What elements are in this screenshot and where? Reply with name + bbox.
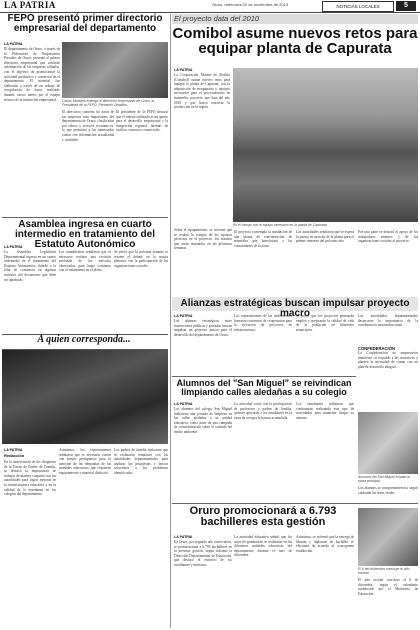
oruro-tag: LA PATRIA (174, 535, 193, 539)
fepo-column-2: El directorio contiene los datos de las empresas más importantes del departamento de Oruro, clasificadas por rubros y sectores económicos, lo que permitirá a los interesados contar con información actualizada y confiable. (62, 110, 114, 142)
page-number: 5 (396, 1, 416, 11)
san-miguel-photo (358, 412, 418, 474)
oruro-headline: Oruro promocionará a 6.793 bachilleres esta gestión (189, 505, 337, 529)
side-column-text-1: Las autoridades departamentales destacaron la importancia de la coordinación interinstitucional. (358, 314, 418, 328)
side-column-text-2: La Confederación de empresarios manifestó su respaldo a las iniciativas y planteó la necesidad de contar con un plan de desarrollo integral. (358, 351, 418, 369)
comibol-kicker: El proyecto data del 2010 (174, 14, 260, 23)
side-column-heading: CONFEDERACIÓN (358, 346, 395, 351)
san-miguel-column-2: La actividad contó con la participación de profesores y padres de familia, quienes apoyaron a los estudiantes en la tarea de recoger la basura acumulada. (234, 402, 292, 420)
san-miguel-tag: LA PATRIA (174, 402, 193, 406)
oruro-caption: El 6 del diciembre concluye el año escolar. (358, 567, 410, 576)
comibol-headline: Comibol asume nuevos retos para equipar planta de Capurata (172, 25, 418, 58)
column-divider (170, 14, 171, 628)
comibol-photo (233, 68, 418, 222)
fepo-caption: Carlos Montoya entrega el directorio empresarial de Oruro, al Presidente de la FEPO, Fernando Zeballos. (62, 99, 155, 108)
comibol-column-4: Las autoridades señalaron que se espera la puesta en marcha de la planta para el primer semestre del próximo año. (296, 230, 354, 244)
asamblea-headline: Asamblea ingresa en cuarto intermedio en tratamiento del Estatuto Autonómico (14, 219, 156, 251)
san-miguel-caption: Alumnos del San Miguel limpian la plaza principal. (358, 475, 410, 484)
dateline: Oruro, miércoles 20 de noviembre de 2013 (212, 2, 289, 7)
divider (2, 217, 168, 218)
divider (172, 376, 356, 377)
alianzas-column-3: Se prevé que los proyectos generarán empleo y mejorarán la calidad de vida de la población en diferentes municipios. (296, 314, 354, 332)
asamblea-tag: LA PATRIA (4, 245, 23, 249)
bottom-left-tag: LA PATRIA (4, 448, 23, 452)
bottom-left-column-2: Asimismo, los representantes señalaron que es necesario contar con mayor presupuesto para la atención de las demandas de las unidades educativas, que requieren equipamiento y material didáctico. (59, 448, 111, 475)
divider (172, 503, 418, 504)
comibol-column-2: Sobre el equipamiento, se informó que se realizó la compra de los equipos previstos en el proyecto, los mismos que serán instalados en las próximas semanas. (174, 228, 232, 251)
comibol-tag: LA PATRIA (174, 68, 193, 72)
bottom-left-column-3: Los padres de familia indicaron que se realizarán reuniones con las autoridades departamentales para analizar las propuestas y buscar soluciones a los problemas identificados. (114, 448, 168, 475)
comibol-column-1: La Corporación Minera de Bolivia (Comibol) asume nuevos retos para equipar la planta de Capurata, con la adquisición de maquinaria y equipos necesarios para el procesamiento de minerales, proyecto que data del año 2010 y que busca reactivar la producción en la región. (174, 73, 230, 110)
alianzas-column-1: Las alianzas estratégicas entre instituciones públicas y privadas buscan impulsar un proyecto macro para el desarrollo del departamento de Oruro. (174, 319, 232, 337)
oruro-column-3: Asimismo, se informó que la entrega de libretas y diplomas de bachiller se efectuará de acuerdo al cronograma establecido. (296, 535, 354, 553)
san-miguel-column-4: Los alumnos se comprometieron a seguir cuidando las áreas verdes. (358, 486, 418, 495)
ad-image (2, 350, 168, 444)
comibol-column-3: El proyecto contempla la instalación de una planta de concentración de minerales que beneficiará a las comunidades de la zona. (234, 230, 292, 248)
san-miguel-column-3: Los estudiantes señalaron que continuarán realizando este tipo de actividades para mantener limpio su entorno. (296, 402, 354, 420)
fepo-column-1: El departamento de Oruro, a través de la Federación de Empresarios Privados de Oruro, presentó el primer directorio empresarial que contiene información de las empresas afiliadas, con el objetivo de promocionar la actividad productiva y comercial en el departamento. El material fue elaborado a través de un trabajo de recopilación de datos realizado durante varios meses por el equipo técnico de la institución empresarial. (4, 47, 60, 102)
ad-text: A quien corresponda... (37, 334, 131, 345)
newspaper-brand: LA PATRIA (4, 0, 56, 10)
oruro-column-1: En Oruro, por segundo año consecutivo, se promocionará a 6.793 bachilleres en la presente gestión, según informó la Dirección Departamental de Educación, que destacó el esfuerzo de los estudiantes y maestros. (174, 540, 232, 567)
fepo-column-3: El presidente de la FEPO destacó que el trabajo realizado es un aporte para el desarrollo empresarial y la integración regional, además de facilitar contactos comerciales. (116, 110, 168, 133)
san-miguel-headline: Alumnos del "San Miguel" se reivindican limpiando calles aledañas a su colegio (176, 378, 352, 398)
fepo-tag: LA PATRIA (4, 42, 23, 46)
alianzas-headline: Alianzas estratégicas buscan impulsar proyecto macro (180, 298, 410, 320)
section-label: NOTICIAS LOCALES (322, 1, 394, 12)
fepo-headline: FEPO presentó primer directorio empresarial del departamento (7, 13, 163, 35)
san-miguel-column-1: Los alumnos del colegio San Miguel realizaron una jornada de limpieza en las calles aledañas a su unidad educativa, como parte de una campaña de concientización sobre el cuidado del medio ambiente. (174, 407, 232, 434)
asamblea-column-3: Se prevé que la próxima semana se retome el debate en la sesión plenaria, con la participación de las organizaciones sociales. (114, 250, 168, 268)
alianzas-tag: LA PATRIA (174, 314, 193, 318)
fepo-photo (62, 42, 168, 98)
asamblea-column-2: Los asambleístas señalaron que es necesario realizar una revisión profunda de los artículos observados, para luego continuar con el tratamiento en el pleno. (59, 250, 111, 273)
comibol-column-5: Por otra parte se destacó el apoyo de los trabajadores mineros y de las organizaciones sociales al proyecto. (358, 230, 418, 244)
oruro-photo (358, 508, 418, 566)
bottom-left-column-1: En la intervención de los dirigentes de la Unión de Padres de Familia, se destacó la importancia de trabajar de manera conjunta con las autoridades para lograr mejoras en la infraestructura educativa y en la calidad de la enseñanza en los colegios del departamento. (4, 460, 56, 497)
oruro-column-2: La autoridad educativa señaló que los actos de graduación se realizarán en las diferentes unidades educativas del departamento durante el mes de diciembre. (234, 535, 292, 558)
asamblea-column-1: La Asamblea Legislativa Departamental ingresó en un cuarto intermedio en el tratamiento del Estatuto Autonómico, debido a la falta de consensos en algunos artículos del documento que debe ser aprobado. (4, 250, 56, 282)
alianzas-column-2: Los representantes de las instituciones firmaron convenios de cooperación para la ejecución de proyectos de infraestructura. (234, 314, 292, 332)
oruro-column-4: El año escolar concluye el 6 de diciembre, según el calendario establecido por el Ministerio de Educación. (358, 578, 418, 596)
comibol-caption: En el campo con el equipo necesario en la planta de Capurata. (233, 223, 328, 227)
bottom-left-subtitle: Redacción (4, 453, 25, 458)
